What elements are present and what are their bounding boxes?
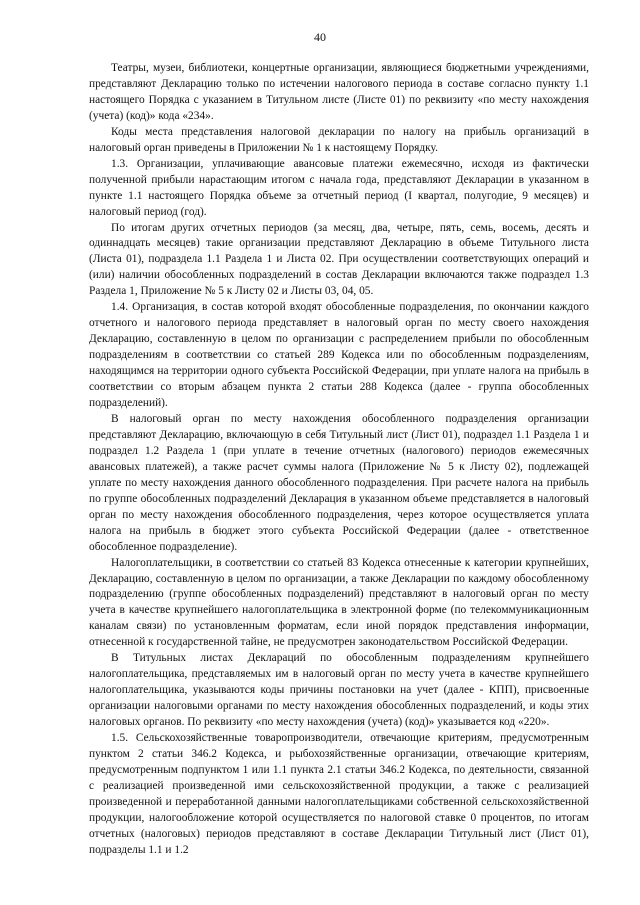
paragraph-codes: Коды места представления налоговой декларации по налогу на прибыль организаций в налоговый орган приведены в Приложении № 1 к настоящему Порядку. <box>89 125 589 154</box>
paragraph-1-4: 1.4. Организация, в состав которой входят обособленные подразделения, по окончании каждого отчетного и налогового периода представляет в налоговый орган по месту своего нахождения Декларацию, составленную в целом по организации с распределением прибыли по обособленным подразделениям в соответствии со статьей 289 Кодекса или по обособленным подразделениям, находящимся на территории одного субъекта Российской Федерации, при уплате налога на прибыль в соответствии со вторым абзацем пункта 2 статьи 288 Кодекса (далее - группа обособленных подразделений). <box>89 301 589 410</box>
paragraph-other-periods: По итогам других отчетных периодов (за месяц, два, четыре, пять, семь, восемь, десять и одиннадцать месяцев) такие организации представляют Декларацию в объеме Титульного листа (Листа 01), подраздела 1.1 Раздела 1 и Листа 02. При осуществлении соответствующих операций и (или) наличии обособленных подразделений в состав Декларации включаются также подраздел 1.3 Раздела 1, Приложение № 5 к Листу 02 и Листы 03, 04, 05. <box>89 221 589 298</box>
paragraph-separate-subdivision: В налоговый орган по месту нахождения обособленного подразделения организации представляют Декларацию, включающую в себя Титульный лист (Лист 01), подраздел 1.1 Раздела 1 и подраздел 1.2 Раздела 1 (при уплате в течение отчетных (налогового) периодов ежемесячных авансовых платежей), а также расчет суммы налога (Приложение № 5 к Листу 02), подлежащей уплате по месту нахождения данного обособленного подразделения. При расчете налога на прибыль по группе обособленных подразделений Декларация в указанном объеме представляется в налоговый орган по месту нахождения обособленного подразделения, через которое осуществляется уплата налога на прибыль в бюджет этого субъекта Российской Федерации (далее - ответственное обособленное подразделение). <box>89 412 589 553</box>
page-body <box>89 61 589 859</box>
paragraph-largest-taxpayers: Налогоплательщики, в соответствии со статьей 83 Кодекса отнесенные к категории крупнейших, Декларацию, составленную в целом по организации, а также Декларации по каждому обособленному подразделению (группе обособленных подразделений) представляют в налоговый орган по месту учета в качестве крупнейшего налогоплательщика в электронной форме (по телекоммуникационным каналам связи) по установленным форматам, если иной порядок представления информации, отнесенной к государственной тайне, не предусмотрен законодательством Российской Федерации. <box>89 556 589 649</box>
paragraph-theatres: Театры, музеи, библиотеки, концертные организации, являющиеся бюджетными учреждениями, представляют Декларацию только по истечении налогового периода в составе согласно пункту 1.1 настоящего Порядка с указанием в Титульном листе (Листе 01) по реквизиту «по месту нахождения (учета) (код)» кода «234». <box>89 62 589 122</box>
paragraph-1-3: 1.3. Организации, уплачивающие авансовые платежи ежемесячно, исходя из фактически полученной прибыли нарастающим итогом с начала года, представляют Декларации в указанном в пункте 1.1 настоящего Порядка объеме за отчетный период (I квартал, полугодие, 9 месяцев) и налоговый период (год). <box>89 157 589 218</box>
paragraph-title-sheets: В Титульных листах Деклараций по обособленным подразделениям крупнейшего налогоплательщика, представляемых им в налоговый орган по месту учета в качестве крупнейшего налогоплательщика, указываются коды причины постановки на учет (далее - КПП), присвоенные организации налоговыми органами по месту нахождения обособленных подразделений, и коды этих налоговых органов. По реквизиту «по месту нахождения (учета) (код)» указывается код «220». <box>89 652 589 729</box>
paragraph-1-5: 1.5. Сельскохозяйственные товаропроизводители, отвечающие критериям, предусмотренным пунктом 2 статьи 346.2 Кодекса, и рыбохозяйственные организации, отвечающие критериям, предусмотренным подпунктом 1 или 1.1 пункта 2.1 статьи 346.2 Кодекса, по деятельности, связанной с реализацией произведенной ими сельскохозяйственной продукции, а также с реализацией произведенной и переработанной данными налогоплательщиками собственной сельскохозяйственной продукции, налогообложение которой осуществляется по налоговой ставке 0 процентов, по итогам отчетных (налоговых) периодов представляют в составе Декларации Титульный лист (Лист 01), подразделы 1.1 и 1.2 <box>89 732 589 856</box>
page-number: 40 <box>314 30 326 44</box>
